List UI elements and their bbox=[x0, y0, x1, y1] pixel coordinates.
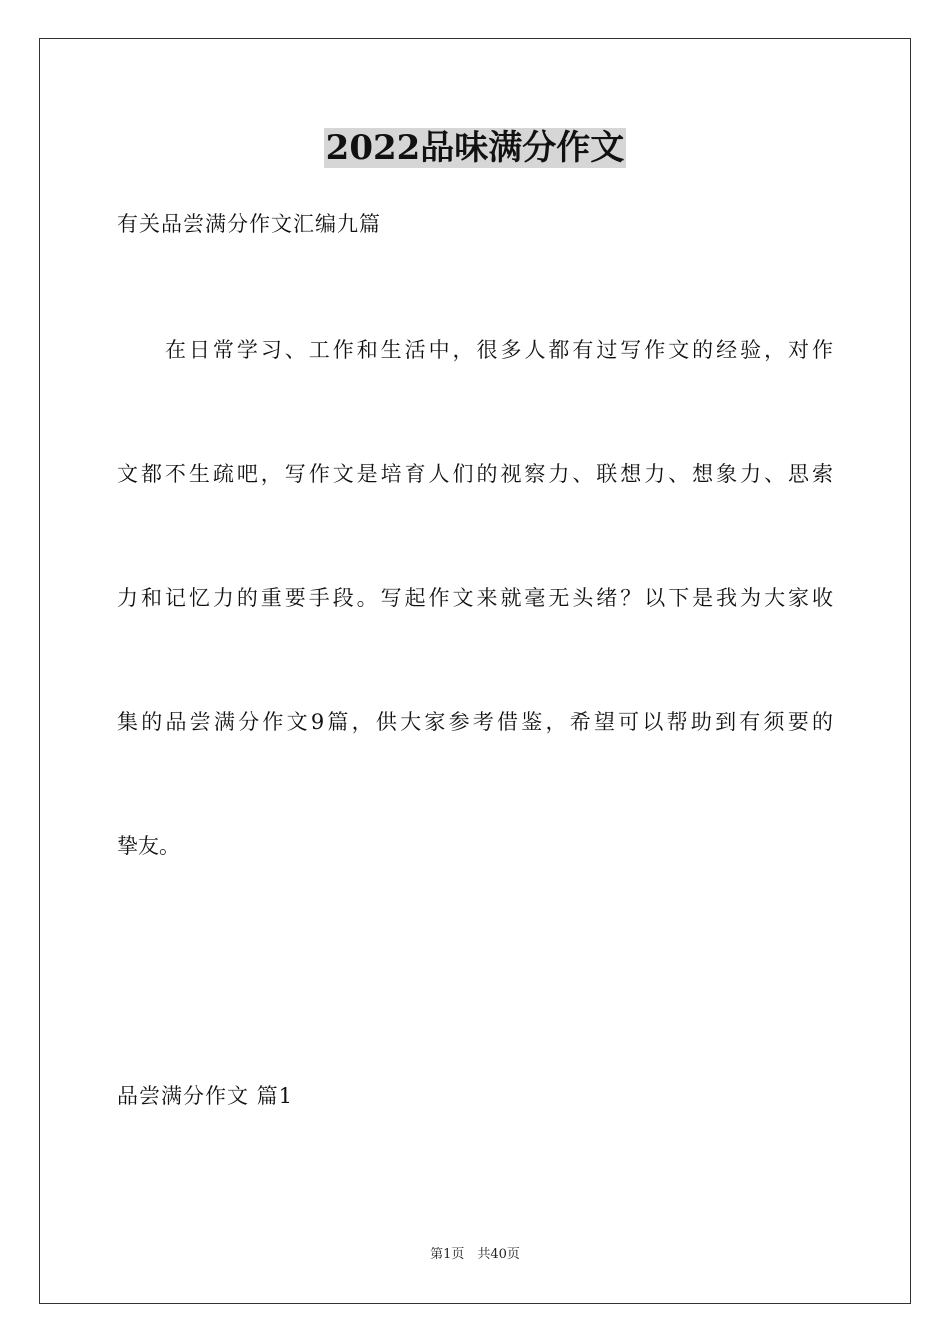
section-heading: 品尝满分作文 篇1 bbox=[117, 1084, 294, 1108]
page-number-footer: 第1页 共40页 bbox=[430, 1247, 520, 1262]
document-subtitle: 有关品尝满分作文汇编九篇 bbox=[117, 212, 381, 236]
intro-line-3: 力和记忆力的重要手段。写起作文来就毫无头绪？以下是我为大家收 bbox=[117, 586, 833, 610]
intro-line-2: 文都不生疏吧，写作文是培育人们的视察力、联想力、想象力、思索 bbox=[117, 462, 833, 486]
intro-line-5: 挚友。 bbox=[117, 834, 180, 858]
document-title bbox=[0, 128, 950, 168]
intro-line-1: 在日常学习、工作和生活中，很多人都有过写作文的经验，对作 bbox=[165, 338, 833, 362]
intro-line-4: 集的品尝满分作文9篇，供大家参考借鉴，希望可以帮助到有须要的 bbox=[117, 710, 833, 734]
document-title-text: 2022品味满分作文 bbox=[325, 128, 625, 168]
